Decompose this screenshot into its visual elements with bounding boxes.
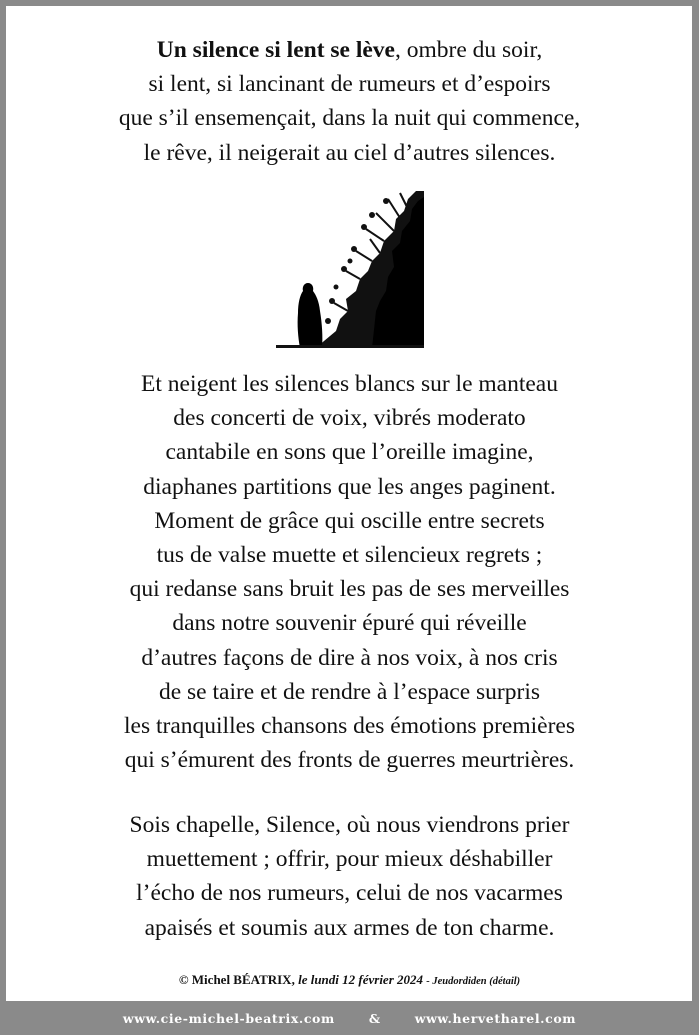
stanza-1-line-4: le rêve, il neigerait au ciel d’autres silences.	[143, 139, 556, 166]
footer-bar	[0, 1001, 699, 1035]
stanza-3-line-1: Sois chapelle, Silence, où nous viendrons prier	[129, 812, 570, 838]
frame-top	[0, 0, 699, 6]
stanza-2-line-2: des concerti de voix, vibrés moderato	[173, 405, 526, 432]
stanza-3-line-4: apaisés et soumis aux armes de ton charme.	[144, 914, 555, 941]
stanza-1-line-3: que s’il ensemençait, dans la nuit qui commence,	[118, 105, 581, 132]
credit-artwork: - Jeudordiden (détail)	[426, 976, 521, 987]
stanza-3-line-3: l’écho de nos rumeurs, celui de nos vacarmes	[136, 880, 563, 907]
credit-date: le lundi 12 février 2024	[298, 972, 424, 987]
credit-author: © Michel BÉATRIX,	[178, 972, 295, 987]
footer-separator: &	[368, 1010, 381, 1026]
stanza-1-line-1	[0, 33, 699, 67]
stanza-2	[0, 367, 699, 777]
credit-line	[0, 972, 699, 988]
silhouette-figure-trees-icon	[276, 191, 424, 348]
stanza-2-line-6: tus de valse muette et silencieux regrets ;	[156, 542, 543, 569]
stanza-2-line-3: cantabile en sons que l’oreille imagine,	[165, 439, 534, 466]
stanza-1-line-1-rest: , ombre du soir,	[395, 37, 543, 63]
stanza-3-line-2: muettement ; offrir, pour mieux déshabiller	[146, 846, 553, 873]
stanza-2-line-1: Et neigent les silences blancs sur le manteau	[141, 371, 558, 397]
stanza-2-line-4: diaphanes partitions que les anges paginent.	[143, 473, 556, 500]
stanza-1-line-2: si lent, si lancinant de rumeurs et d’espoirs	[148, 71, 551, 98]
footer-link-hervetharel[interactable]: www.hervetharel.com	[414, 1010, 577, 1026]
stanza-2-line-5: Moment de grâce qui oscille entre secrets	[154, 507, 545, 534]
stanza-2-line-12: qui s’émurent des fronts de guerres meurtrières.	[124, 747, 575, 774]
stanza-2-line-10: de se taire et de rendre à l’espace surpris	[158, 678, 541, 705]
footer-link-cie-michel-beatrix[interactable]: www.cie-michel-beatrix.com	[122, 1010, 335, 1026]
stanza-2-line-9: d’autres façons de dire à nos voix, à nos cris	[141, 644, 558, 671]
poem-title-lead: Un silence si lent se lève	[156, 37, 395, 63]
stanza-3	[0, 808, 699, 945]
stanza-2-line-7: qui redanse sans bruit les pas de ses merveilles	[129, 576, 570, 603]
stanza-2-line-11: les tranquilles chansons des émotions premières	[124, 713, 575, 740]
stanza-2-line-8: dans notre souvenir épuré qui réveille	[172, 610, 527, 637]
stanza-1	[0, 33, 699, 170]
